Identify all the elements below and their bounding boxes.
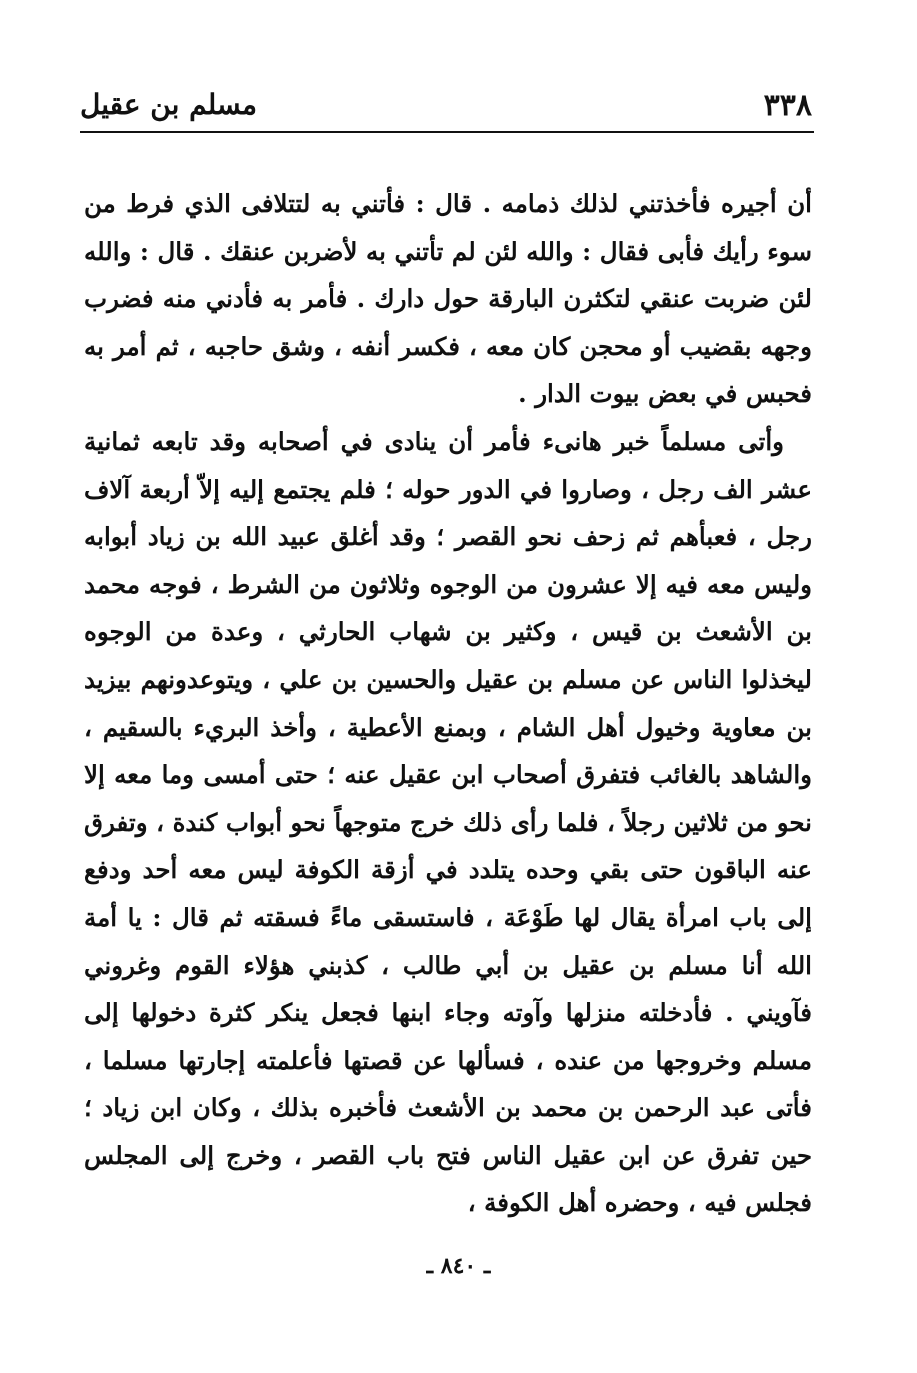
header-rule — [80, 131, 814, 133]
footer-page-number: ـ ٨٤٠ ـ — [426, 1253, 491, 1279]
paragraph-2: وأتى مسلماً خبر هانىء فأمر أن ينادى في أصحابه وقد تابعه ثمانية عشر الف رجل ، وصاروا في الدور حوله ؛ فلم يجتمع إليه إلاّ أربعة آلاف رجل ، فعبأهم ثم زحف نحو القصر ؛ وقد أغلق عبيد الله بن زياد أبوابه وليس معه فيه إلا عشرون من الوجوه وثلاثون من الشرط ، فوجه محمد بن الأشعث بن قيس ، وكثير بن شهاب الحارثي ، وعدة من الوجوه ليخذلوا الناس عن مسلم بن عقيل والحسين بن علي ، ويتوعدونهم بيزيد بن معاوية وخيول أهل الشام ، وبمنع الأعطية ، وأخذ البريء بالسقيم ، والشاهد بالغائب فتفرق أصحاب ابن عقيل عنه ؛ حتى أمسى وما معه إلا نحو من ثلاثين رجلاً ، فلما رأى ذلك خرج متوجهاً نحو أبواب كندة ، وتفرق عنه الباقون حتى بقي وحده يتلدد في أزقة الكوفة ليس معه أحد ودفع إلى باب امرأة يقال لها طَوْعَة ، فاستسقى ماءً فسقته ثم قال : يا أمة الله أنا مسلم بن عقيل بن أبي طالب ، كذبني هؤلاء القوم وغروني فآويني . فأدخلته منزلها وآوته وجاء ابنها فجعل ينكر كثرة دخولها إلى مسلم وخروجها من عنده ، فسألها عن قصتها فأعلمته إجارتها مسلما ، فأتى عبد الرحمن بن محمد بن الأشعث فأخبره بذلك ، وكان ابن زياد ؛ حين تفرق عن ابن عقيل الناس فتح باب القصر ، وخرج إلى المجلس فجلس فيه ، وحضره أهل الكوفة ، — [84, 426, 812, 1218]
header-page-number: ٣٣٨ — [763, 88, 812, 123]
body-text — [84, 180, 812, 1227]
paragraph-1: أن أجيره فأخذتني لذلك ذمامه . قال : فأتني به لتتلافى الذي فرط من سوء رأيك فأبى فقال : والله لئن لم تأتني به لأضربن عنقك . قال : والله لئن ضربت عنقي لتكثرن البارقة حول دارك . فأمر به فأدني منه فضرب وجهه بقضيب أو محجن كان معه ، فكسر أنفه ، وشق حاجبه ، ثم أمر به فحبس في بعض بيوت الدار . — [84, 189, 812, 409]
running-header — [80, 84, 812, 132]
header-title: مسلم بن عقيل — [80, 88, 258, 121]
